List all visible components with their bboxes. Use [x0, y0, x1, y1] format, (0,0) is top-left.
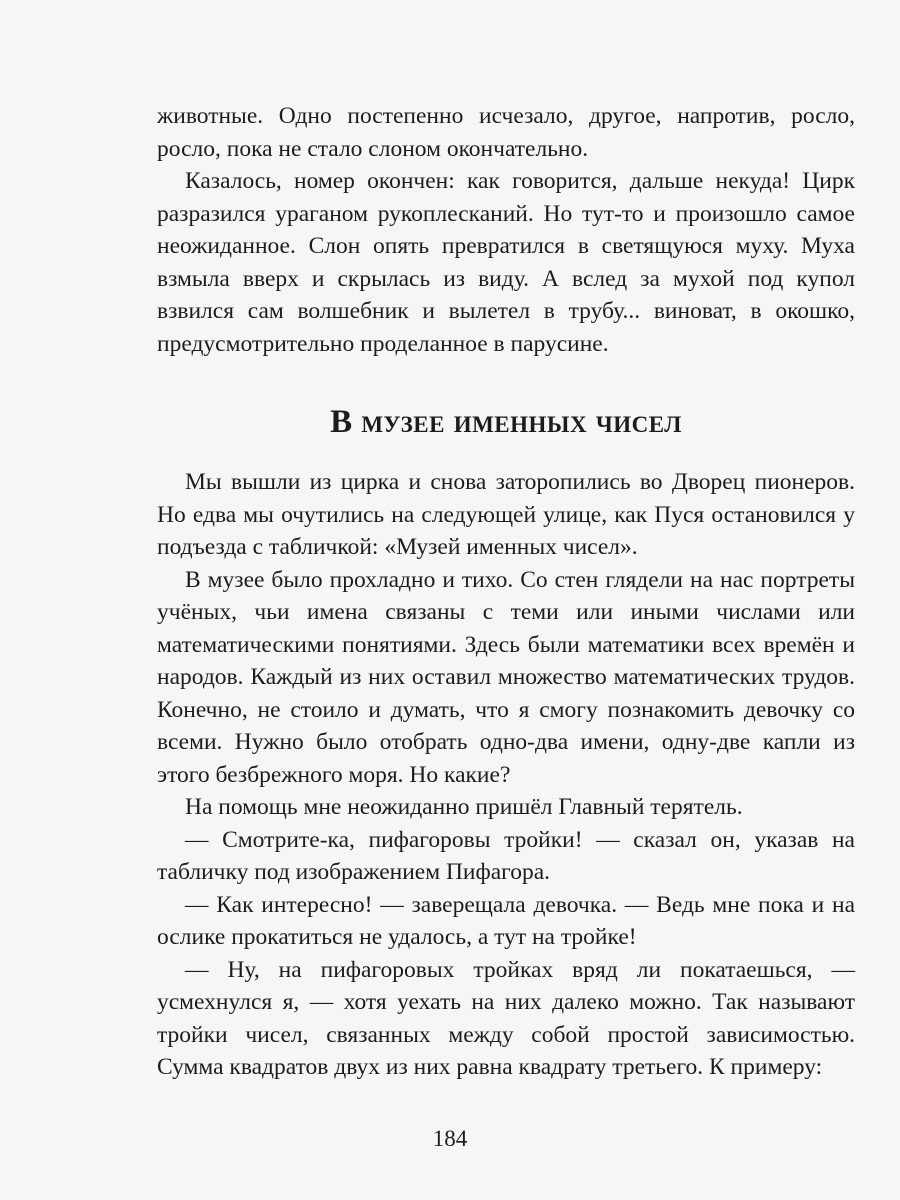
dialogue-line: — Ну, на пифагоровых тройках вряд ли покатаешься, — усмехнулся я, — хотя уехать на них далеко можно. Так называют тройки чисел, связанных между собой простой зависимостью. Сумма квадратов двух из них равна квадрату третьего. К примеру: — [157, 956, 855, 1080]
dialogue-line: — Как интересно! — заверещала девочка. — Ведь мне пока и на ослике прокатиться не удалось, а тут на тройке! — [157, 891, 855, 950]
paragraph: На помощь мне неожиданно пришёл Главный терятель. — [185, 794, 743, 820]
paragraph: животные. Одно постепенно исчезало, другое, напротив, росло, росло, пока не стало слоном окончательно. — [157, 103, 855, 162]
text-block-top — [157, 100, 855, 360]
section-heading: В музее именных чисел — [330, 404, 682, 440]
text-block-bottom — [157, 466, 855, 1084]
paragraph: Мы вышли из цирка и снова заторопились во Дворец пионеров. Но едва мы очутились на следующей улице, как Пуся остановился у подъезда с табличкой: «Музей именных чисел». — [157, 469, 855, 560]
dialogue-line: — Смотрите-ка, пифагоровы тройки! — сказал он, указав на табличку под изображением Пифагора. — [157, 826, 855, 885]
page-number: 184 — [432, 1126, 468, 1151]
paragraph: Казалось, номер окончен: как говорится, дальше некуда! Цирк разразился ураганом рукоплесканий. Но тут-то и произошло самое неожиданное. Слон опять превратился в светящуюся муху. Муха взмыла вверх и скрылась из виду. А вслед за мухой под купол взвился сам волшебник и вылетел в трубу... виноват, в окошко, предусмотрительно проделанное в парусине. — [157, 168, 855, 357]
paragraph: В музее было прохладно и тихо. Со стен глядели на нас портреты учёных, чьи имена связаны с теми или иными числами или математическими понятиями. Здесь были математики всех времён и народов. Каждый из них оставил множество математических трудов. Конечно, не стоило и думать, что я смогу познакомить девочку со всеми. Нужно было отобрать одно-два имени, одну-две капли из этого безбрежного моря. Но какие? — [157, 566, 855, 788]
